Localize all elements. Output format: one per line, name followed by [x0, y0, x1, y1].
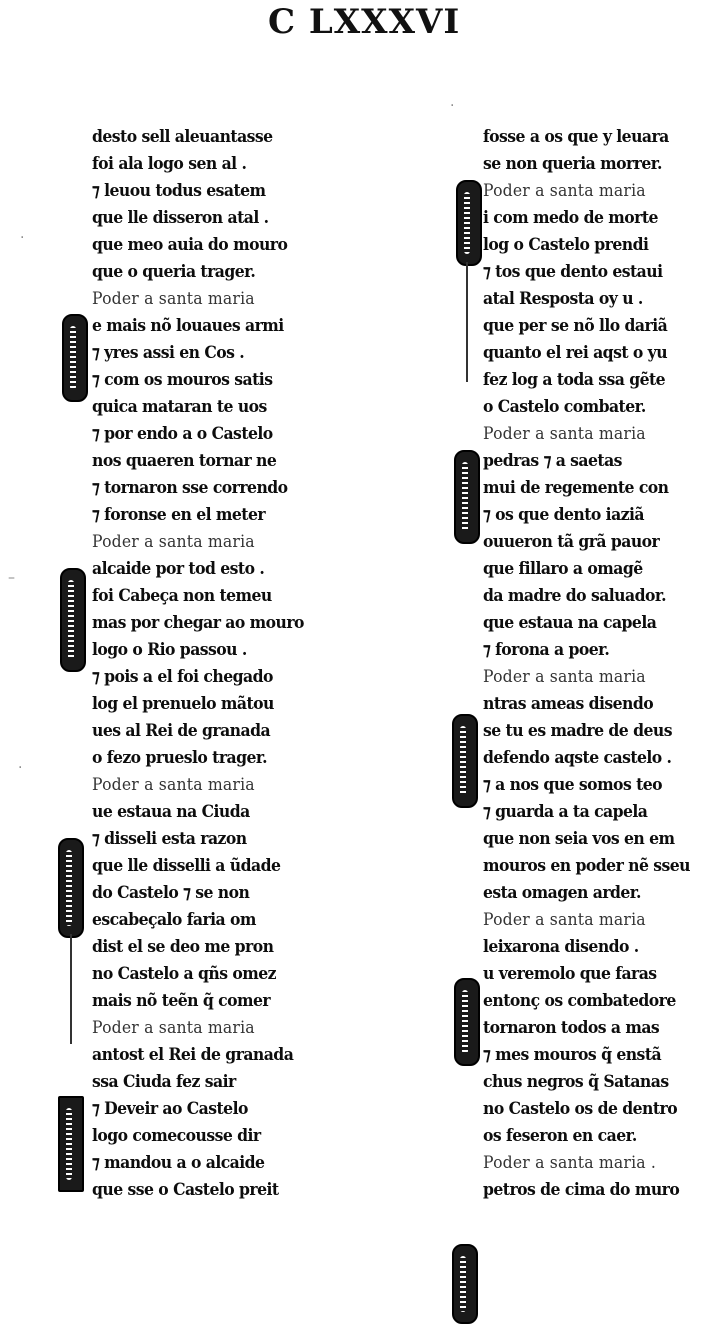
verse-line: pedras ⁊ a saetas	[483, 451, 622, 471]
refrain-line: Poder a santa maria	[92, 775, 255, 795]
verse-line: o Castelo combater.	[483, 397, 646, 417]
verse-line: nos quaeren tornar ne	[92, 451, 277, 471]
folio-number: C LXXXVI	[268, 2, 461, 42]
verse-line: que fillaro a omagẽ	[483, 559, 643, 579]
verse-line: ntras ameas disendo	[483, 694, 654, 714]
verse-line: do Castelo ⁊ se non	[92, 883, 250, 903]
decorated-initial	[58, 838, 84, 938]
margin-mark: ·	[18, 760, 23, 776]
verse-line: log o Castelo prendi	[483, 235, 649, 255]
verse-line: ⁊ yres assi en Cos .	[92, 343, 245, 363]
verse-line: alcaide por tod esto .	[92, 559, 265, 579]
verse-line: esta omagen arder.	[483, 883, 641, 903]
verse-line: ⁊ com os mouros satis	[92, 370, 273, 390]
verse-line: ⁊ a nos que somos teo	[483, 775, 663, 795]
verse-line: ⁊ por endo a o Castelo	[92, 424, 273, 444]
verse-line: ues al Rei de granada	[92, 721, 271, 741]
verse-line: fosse a os que y leuara	[483, 127, 669, 147]
verse-line: ⁊ leuou todus esatem	[92, 181, 266, 201]
verse-line: tornaron todos a mas	[483, 1018, 660, 1038]
verse-line: que non seia vos en em	[483, 829, 675, 849]
verse-line: os feseron en caer.	[483, 1126, 637, 1146]
margin-mark: –	[8, 570, 15, 586]
decorated-initial	[62, 314, 88, 402]
verse-line: ⁊ os que dento iaziã	[483, 505, 644, 525]
refrain-line: Poder a santa maria	[92, 289, 255, 309]
verse-line: antost el Rei de granada	[92, 1045, 294, 1065]
verse-line: mouros en poder nẽ sseu	[483, 856, 690, 876]
verse-line: ⁊ guarda a ta capela	[483, 802, 648, 822]
decorated-initial	[60, 568, 86, 672]
verse-line: quanto el rei aqst o yu	[483, 343, 668, 363]
verse-line: ⁊ disseli esta razon	[92, 829, 247, 849]
verse-line: petros de cima do muro	[483, 1180, 680, 1200]
verse-line: mui de regemente con	[483, 478, 669, 498]
verse-line: defendo aqste castelo .	[483, 748, 672, 768]
verse-line: desto sell aleuantasse	[92, 127, 273, 147]
left-text-column	[92, 124, 327, 1204]
verse-line: que per se nõ llo dariã	[483, 316, 668, 336]
verse-line: chus negros q̃ Satanas	[483, 1072, 669, 1092]
refrain-line: Poder a santa maria	[483, 667, 646, 687]
verse-line: entonç os combatedore	[483, 991, 676, 1011]
refrain-line: Poder a santa maria	[92, 532, 255, 552]
verse-line: se non queria morrer.	[483, 154, 662, 174]
verse-line: fez log a toda ssa gẽte	[483, 370, 666, 390]
verse-line: u veremolo que faras	[483, 964, 657, 984]
verse-line: foi Cabeça non temeu	[92, 586, 272, 606]
verse-line: ouueron tã grã pauor	[483, 532, 660, 552]
decorated-initial	[456, 180, 482, 266]
refrain-line: Poder a santa maria	[483, 910, 646, 930]
verse-line: ⁊ tornaron sse correndo	[92, 478, 288, 498]
verse-line: dist el se deo me pron	[92, 937, 274, 957]
verse-line: ⁊ pois a el foi chegado	[92, 667, 273, 687]
verse-line: da madre do saluador.	[483, 586, 666, 606]
verse-line: foi ala logo sen al .	[92, 154, 247, 174]
refrain-line: Poder a santa maria .	[483, 1153, 657, 1173]
verse-line: que sse o Castelo preit	[92, 1180, 279, 1200]
verse-line: atal Resposta oy u .	[483, 289, 643, 309]
margin-mark: ·	[450, 98, 455, 114]
verse-line: ⁊ mes mouros q̃ enstã	[483, 1045, 662, 1065]
initial-tail	[466, 262, 468, 382]
verse-line: i com medo de morte	[483, 208, 658, 228]
verse-line: se tu es madre de deus	[483, 721, 672, 741]
margin-mark: ·	[20, 230, 25, 246]
verse-line: que lle disselli a ũdade	[92, 856, 281, 876]
refrain-line: Poder a santa maria	[92, 1018, 255, 1038]
verse-line: escabeçalo faria om	[92, 910, 256, 930]
verse-line: ⁊ forona a poer.	[483, 640, 610, 660]
initial-tail	[70, 934, 72, 1044]
decorated-initial	[454, 450, 480, 544]
verse-line: quica mataran te uos	[92, 397, 267, 417]
verse-line: leixarona disendo .	[483, 937, 639, 957]
verse-line: ssa Ciuda fez sair	[92, 1072, 236, 1092]
verse-line: no Castelo os de dentro	[483, 1099, 678, 1119]
verse-line: logo o Rio passou .	[92, 640, 247, 660]
verse-line: mas por chegar ao mouro	[92, 613, 304, 633]
refrain-line: Poder a santa maria	[483, 181, 646, 201]
verse-line: no Castelo a qñs omez	[92, 964, 276, 984]
decorated-initial	[58, 1096, 84, 1192]
refrain-line: Poder a santa maria	[483, 424, 646, 444]
verse-line: logo comecousse dir	[92, 1126, 261, 1146]
verse-line: que lle disseron atal .	[92, 208, 269, 228]
verse-line: ⁊ tos que dento estaui	[483, 262, 663, 282]
verse-line: o fezo prueslo trager.	[92, 748, 268, 768]
decorated-initial	[452, 1244, 478, 1324]
verse-line: que o queria trager.	[92, 262, 256, 282]
verse-line: ⁊ foronse en el meter	[92, 505, 266, 525]
decorated-initial	[454, 978, 480, 1066]
right-text-column	[483, 124, 708, 1204]
verse-line: log el prenuelo mãtou	[92, 694, 274, 714]
decorated-initial	[452, 714, 478, 808]
verse-line: mais nõ teẽn q̃ comer	[92, 991, 271, 1011]
verse-line: ⁊ Deveir ao Castelo	[92, 1099, 248, 1119]
verse-line: que estaua na capela	[483, 613, 657, 633]
verse-line: que meo auia do mouro	[92, 235, 288, 255]
verse-line: e mais nõ louaues armi	[92, 316, 284, 336]
verse-line: ⁊ mandou a o alcaide	[92, 1153, 265, 1173]
verse-line: ue estaua na Ciuda	[92, 802, 250, 822]
